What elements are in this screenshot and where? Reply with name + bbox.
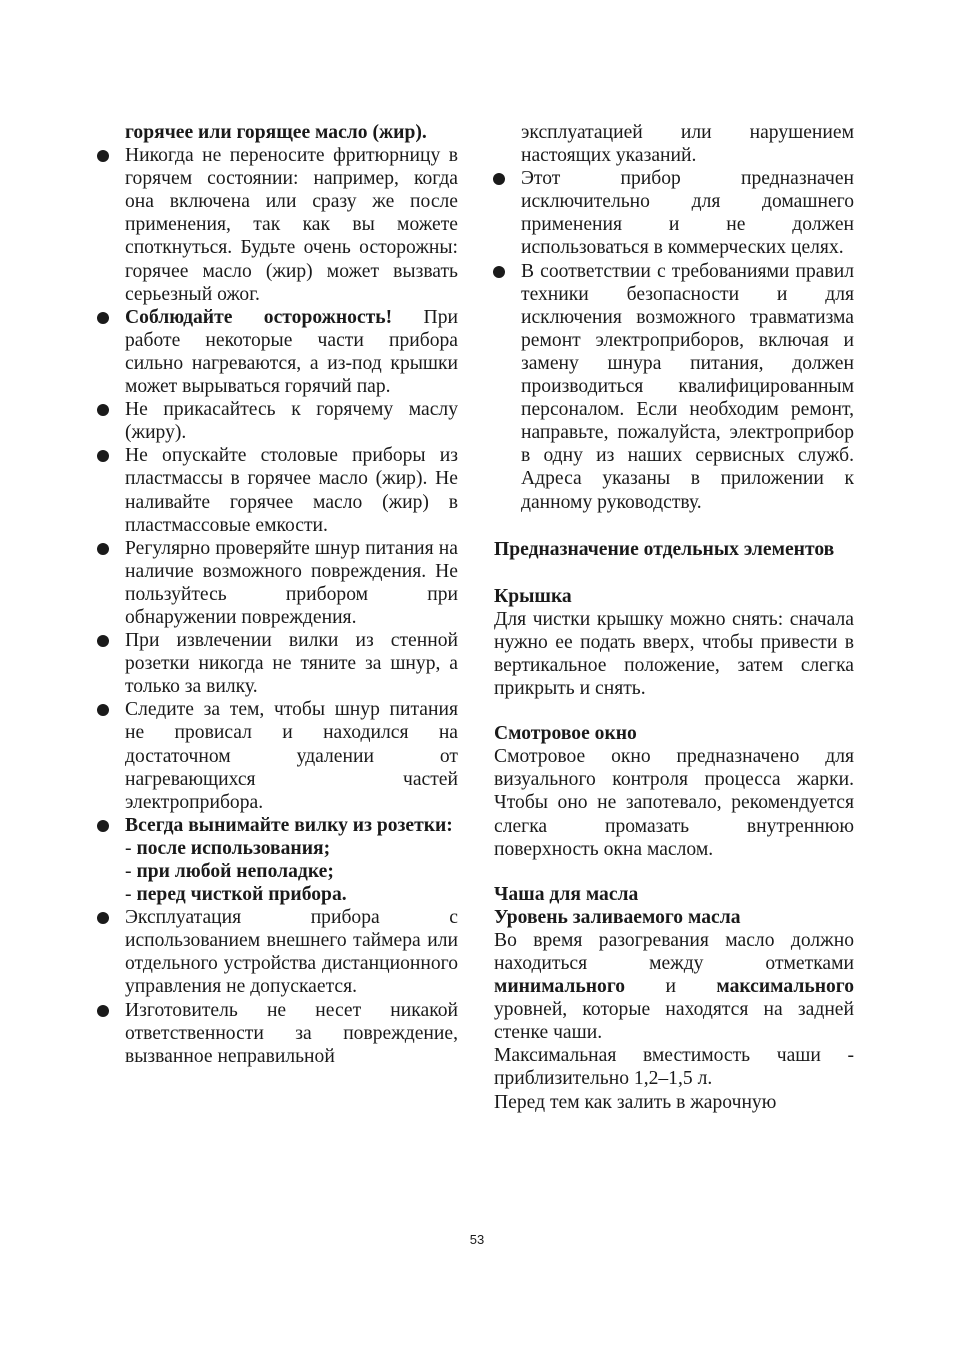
bullet-unplug-by-plug: При извлечении вилки из стенной розетки никогда не тяните за шнур, а только за вилку. (125, 630, 458, 698)
bullet-always-unplug: Всегда вынимайте вилку из розетки: (125, 814, 458, 837)
max-level-bold: максимального (716, 976, 854, 998)
dash-item-after-use: - после использования; (125, 837, 331, 859)
bullet-no-touch-oil: Не прикасайтесь к горячему маслу (жиру). (125, 399, 458, 444)
continued-text: эксплуатацией или нарушением настоящих указаний. (521, 122, 854, 167)
right-column (494, 121, 854, 1114)
dash-item-malfunction: - при любой неполадке; (125, 861, 334, 882)
heading-oil-bowl: Чаша для масла (494, 883, 639, 905)
heading-lid: Крышка (494, 585, 572, 607)
caution-text: При работе некоторые части прибора сильно нагреваются, а из-под крышки может вырываться горячий пар. (125, 306, 458, 398)
paragraph-viewing-window: Смотровое окно предназначено для визуального контроля процесса жарки. Чтобы оно не запотевало, рекомендуется слегка промазать внутреннюю поверхность окна маслом. (494, 746, 854, 860)
dash-item-before-cleaning: - перед чисткой прибора. (125, 884, 347, 906)
left-column (125, 121, 458, 1068)
paragraph-oil-level: Во время разогревания масло должно находиться между отметками минимального и максимального уровней, которые находятся на задней стенке чаши. (494, 929, 854, 1044)
bullet-cord-placement: Следите за тем, чтобы шнур питания не провисал и находился на достаточном удалении от нагревающихся частей электроприбора. (125, 699, 458, 813)
bullet-check-cord: Регулярно проверяйте шнур питания на наличие возможного повреждения. Не пользуйтесь прибором при обнаружении повреждения. (125, 537, 458, 628)
caution-bold: Соблюдайте осторожность! (125, 306, 393, 328)
bullet-repair-service: В соответствии с требованиями правил техники безопасности и для исключения возможного травматизма ремонт электроприборов, включая и замену шнура питания, должен производиться квалифицированным персоналом. Если необходим ремонт, направьте, пожалуйста, электроприбор в одну из наших сервисных служб. Адреса указаны в приложении к данному руководству. (521, 260, 854, 513)
right-bullets (521, 167, 854, 513)
heading-elements-purpose: Предназначение отдельных элементов (494, 538, 835, 560)
paragraph-capacity: Максимальная вместимость чаши - приблизительно 1,2–1,5 л. (494, 1045, 854, 1090)
heading-oil-level: Уровень заливаемого масла (494, 906, 741, 928)
bullet-manufacturer-liability: Изготовитель не несет никакой ответственности за повреждение, вызванное неправильной (125, 999, 458, 1067)
heading-viewing-window: Смотровое окно (494, 723, 637, 745)
intro-bold-text: горячее или горящее масло (жир). (125, 122, 427, 143)
bullet-no-timer: Эксплуатация прибора с использованием внешнего таймера или отдельного устройства дистанционного управления не допускается. (125, 907, 458, 998)
bullet-caution (125, 306, 458, 398)
paragraph-lid: Для чистки крышку можно снять: сначала нужно ее подать вверх, чтобы привести в вертикальное положение, затем слегка прикрыть и снять. (494, 608, 854, 700)
min-level-bold: минимального (494, 976, 626, 998)
bullet-no-plastic: Не опускайте столовые приборы из пластмассы в горячее масло (жир). Не наливайте горячее масло (жир) в пластмассовые емкости. (125, 445, 458, 536)
bullet-no-carry-hot: Никогда не переносите фритюрницу в горячем состоянии: например, когда она включена или сразу же после применения, так как вы можете споткнуться. Будьте очень осторожны: горячее масло (жир) может вызвать серьезный ожог. (125, 145, 458, 305)
page-number: 53 (469, 1232, 485, 1247)
paragraph-before-filling: Перед тем как залить в жарочную (494, 1091, 777, 1113)
bullet-household-use: Этот прибор предназначен исключительно для домашнего применения и не должен использоваться в коммерческих целях. (521, 168, 854, 259)
